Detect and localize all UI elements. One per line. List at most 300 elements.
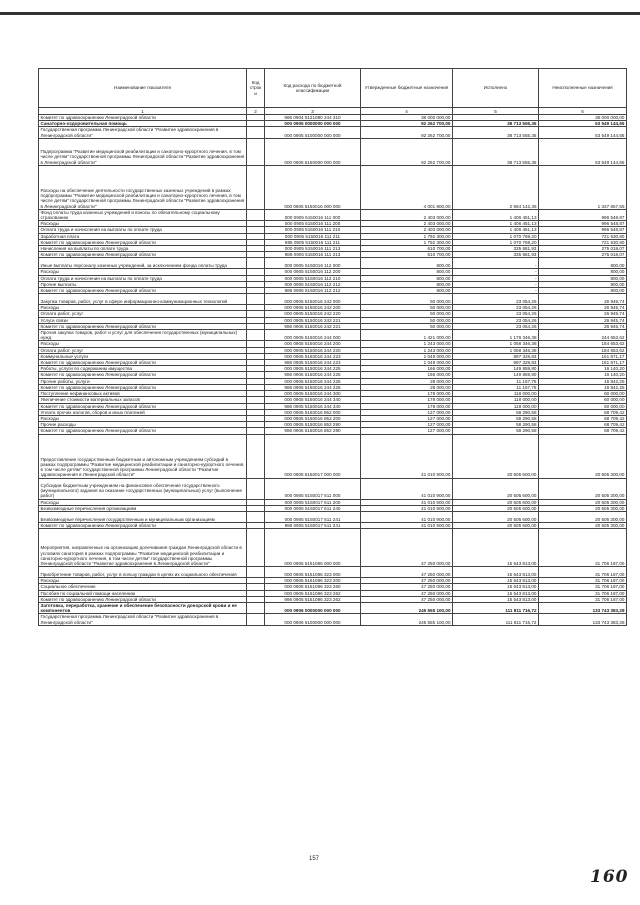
cell-executed: 118 000,00 [453,391,539,397]
cell-unexecuted: 31 706 187,00 [539,578,627,584]
cell-name: Комитет по здравоохранению Ленинградской области [39,428,247,434]
cell-unexecuted: 996 548,87 [539,227,627,233]
header-executed: Исполнено [453,69,539,108]
table-row [39,258,627,269]
cell-executed: 15 543 813,00 [453,596,539,602]
cell-classification: 000 0905 5150016 111 211 [265,233,361,239]
cell-executed: 1 406 451,13 [453,209,539,220]
cell-unexecuted: 800,00 [539,288,627,294]
cell-unexecuted: 68 709,42 [539,422,627,428]
cell-classification: 986 0904 5121080 244 310 [265,115,361,121]
cell-approved: 92 262 700,00 [361,121,453,127]
cell-unexecuted: 26 945,74 [539,305,627,311]
table-row [39,529,627,567]
header-row [39,69,627,108]
cell-executed: 58 290,58 [453,428,539,434]
cell-unexecuted: 31 706 187,00 [539,596,627,602]
table-row [39,602,627,613]
cell-unexecuted: 1 337 657,65 [539,165,627,209]
cell-approved: 41 010 900,00 [361,505,453,511]
cell-name: Комитет по здравоохранению Ленинградской области [39,372,247,378]
cell-code [247,209,265,220]
header-name: Наименование показателя [39,69,247,108]
table-row [39,511,627,522]
cell-code [247,614,265,625]
cell-classification: 986 0905 5150016 244 225 [265,372,361,378]
cell-classification: 000 0905 5100000 000 000 [265,127,361,138]
cell-unexecuted: 20 505 300,00 [539,478,627,499]
cell-approved: 47 250 000,00 [361,596,453,602]
cell-unexecuted: 60 000,00 [539,397,627,403]
cell-classification: 000 0905 5150016 244 220 [265,347,361,353]
cell-unexecuted: 800,00 [539,275,627,281]
cell-approved: 36 000 000,00 [361,115,453,121]
cell-classification: 000 0905 5150016 111 000 [265,209,361,220]
cell-name: Санаторно-оздоровительная помощь [39,121,247,127]
cell-executed: 23 054,26 [453,311,539,317]
cell-executed: 2 664 142,35 [453,165,539,209]
column-number: 4 [361,108,453,115]
column-number: 1 [39,108,247,115]
cell-name: Оплата труда и начисления на выплаты по оплате труда [39,227,247,233]
cell-approved: 50 000,00 [361,305,453,311]
cell-approved: 178 000,00 [361,403,453,409]
cell-approved: 1 049 000,00 [361,353,453,359]
cell-name: Комитет по здравоохранению Ленинградской области [39,596,247,602]
header-unexecuted: Неисполненные назначения [539,69,627,108]
cell-name: Субсидии бюджетным учреждениям на финансовое обеспечение государственного (муниципального) задания на оказание государственных (муниципальных) услуг (выполнение работ) [39,478,247,499]
cell-name: Поступление нефинансовых активов [39,391,247,397]
top-border-line [0,12,640,15]
cell-unexecuted: 60 000,00 [539,403,627,409]
cell-executed: 15 543 813,00 [453,590,539,596]
cell-executed: 23 054,26 [453,317,539,323]
cell-executed: 335 681,93 [453,252,539,258]
cell-approved: 800,00 [361,258,453,269]
cell-executed: 38 713 555,35 [453,127,539,138]
cell-unexecuted: 53 549 144,65 [539,121,627,127]
cell-unexecuted: 31 706 187,00 [539,567,627,578]
cell-approved: 800,00 [361,269,453,275]
report-table [38,68,627,626]
cell-executed: 118 000,00 [453,397,539,403]
cell-unexecuted: 275 018,07 [539,246,627,252]
header-code: Код строк и [247,69,265,108]
cell-classification: 000 0905 5150016 244 226 [265,378,361,384]
cell-approved: 166 000,00 [361,366,453,372]
cell-executed: 1 058 346,38 [453,347,539,353]
cell-unexecuted: 53 549 144,65 [539,138,627,165]
cell-executed: 20 505 600,00 [453,434,539,478]
header-class: Код расхода по бюджетной классификации [265,69,361,108]
cell-code [247,567,265,578]
cell-classification: 000 0905 5151086 323 262 [265,590,361,596]
page-number: 157 [309,856,320,862]
cell-code [247,330,265,341]
cell-approved: 127 000,00 [361,415,453,421]
cell-classification: 000 0905 5150000 000 000 [265,138,361,165]
cell-approved: 178 000,00 [361,391,453,397]
cell-name: Коммунальные услуги [39,353,247,359]
cell-approved: 4 001 800,00 [361,165,453,209]
cell-name: Увеличение стоимости материальных запасов [39,397,247,403]
cell-approved: 92 262 700,00 [361,127,453,138]
cell-classification: 000 0905 5150017 000 000 [265,434,361,478]
cell-code [247,434,265,478]
cell-classification: 000 0905 5151086 323 000 [265,567,361,578]
cell-name: Комитет по здравоохранению Ленинградской области [39,288,247,294]
cell-executed: - [453,258,539,269]
cell-name: Уплата прочих налогов, сборов и иных платежей [39,409,247,415]
cell-classification: 986 0905 5150016 244 340 [265,403,361,409]
cell-classification: 000 0905 5150016 852 290 [265,422,361,428]
cell-name: Приобретение товаров, работ, услуг в пользу граждан в целях их социального обеспечения [39,567,247,578]
cell-classification: 000 0905 5150016 244 340 [265,397,361,403]
cell-classification: 986 0905 5150016 852 290 [265,428,361,434]
cell-executed: 38 713 555,35 [453,138,539,165]
cell-approved: 1 243 000,00 [361,341,453,347]
cell-approved: 50 000,00 [361,311,453,317]
cell-executed: 20 505 600,00 [453,522,539,528]
cell-classification: 000 0905 5150016 242 000 [265,294,361,305]
cell-unexecuted: 31 706 187,00 [539,529,627,567]
cell-executed: 1 406 451,13 [453,221,539,227]
cell-executed: 149 859,80 [453,372,539,378]
cell-unexecuted: 800,00 [539,258,627,269]
cell-classification: 000 0905 5151086 000 000 [265,529,361,567]
cell-executed: 20 505 600,00 [453,478,539,499]
cell-classification: 986 0905 5150016 111 213 [265,252,361,258]
cell-unexecuted: 184 653,62 [539,347,627,353]
cell-approved: 47 250 000,00 [361,590,453,596]
cell-classification: 000 0906 0000000 000 000 [265,602,361,613]
cell-name: Оплата труда и начисления на выплаты по оплате труда [39,275,247,281]
cell-approved: 2 403 000,00 [361,227,453,233]
cell-classification: 000 0905 5150016 242 220 [265,311,361,317]
cell-name: Комитет по здравоохранению Ленинградской области [39,323,247,329]
cell-executed: 897 328,83 [453,353,539,359]
cell-code [247,478,265,499]
cell-executed: 1 406 451,13 [453,227,539,233]
cell-unexecuted: 16 140,20 [539,372,627,378]
cell-name: Мероприятия, направленные на организацию долечивания граждан Ленинградской области в условиях санатория в рамках подпрограммы "Развитие медицинской реабилитации и санаторно-курортного лечения, в том числе детям" государственной программы Ленинградской области "Развитие здравоохранения в Ленинградской области" [39,529,247,567]
cell-approved: 92 262 700,00 [361,138,453,165]
cell-executed: - [453,269,539,275]
cell-approved: 1 243 000,00 [361,347,453,353]
cell-executed: 20 505 600,00 [453,499,539,505]
table-row [39,330,627,341]
cell-approved: 610 700,00 [361,246,453,252]
cell-executed: 58 290,58 [453,415,539,421]
cell-executed: 23 054,26 [453,305,539,311]
cell-name: Прочие выплаты [39,281,247,287]
cell-executed: 20 505 600,00 [453,505,539,511]
cell-name: Фонд оплаты труда казенных учреждений и взносы по обязательному социальному страхованию [39,209,247,220]
cell-executed: 58 290,58 [453,409,539,415]
cell-name: Комитет по здравоохранению Ленинградской области [39,252,247,258]
cell-name: Расходы на обеспечение деятельности государственных казенных учреждений в рамках подпрограммы "Развитие медицинской реабилитации и санаторно-курортного лечения, в том числе детям" государственной программы Ленинградской области "Развитие здравоохранения в Ленинградской области" [39,165,247,209]
cell-unexecuted: 133 743 383,28 [539,614,627,625]
cell-unexecuted: 721 530,80 [539,239,627,245]
cell-approved: 47 250 000,00 [361,567,453,578]
cell-classification: 000 0905 5150016 852 000 [265,409,361,415]
cell-unexecuted: 53 549 144,65 [539,127,627,138]
table-row [39,138,627,165]
table-row [39,567,627,578]
cell-approved: 127 000,00 [361,422,453,428]
cell-approved: 178 000,00 [361,397,453,403]
cell-approved: 47 250 000,00 [361,584,453,590]
cell-classification: 000 0905 5150016 112 200 [265,269,361,275]
cell-name: Комитет по здравоохранению Ленинградской области [39,384,247,390]
cell-classification: 000 0905 5150016 000 000 [265,165,361,209]
cell-name: Подпрограмма "Развитие медицинской реабилитации и санаторно-курортного лечения, в том числе детям" государственной программы Ленинградской области "Развитие здравоохранения в Ленинградской области" [39,138,247,165]
cell-unexecuted: 68 709,42 [539,409,627,415]
cell-code [247,258,265,269]
cell-name: Расходы [39,341,247,347]
cell-unexecuted: 16 842,25 [539,378,627,384]
cell-executed: 1 176 346,38 [453,330,539,341]
cell-classification: 000 0905 5150016 111 210 [265,227,361,233]
cell-unexecuted: 20 505 300,00 [539,499,627,505]
cell-executed: 11 157,75 [453,384,539,390]
cell-name: Государственная программа Ленинградской области "Развитие здравоохранения в Ленинградской области" [39,614,247,625]
cell-unexecuted: 60 000,00 [539,391,627,397]
cell-name: Безвозмездные перечисления организациям [39,505,247,511]
cell-unexecuted: 68 709,42 [539,428,627,434]
cell-executed: 897 328,83 [453,360,539,366]
cell-unexecuted: 151 671,17 [539,353,627,359]
column-numbers-row [39,108,627,115]
cell-approved: 47 250 000,00 [361,529,453,567]
cell-executed: 1 070 769,20 [453,233,539,239]
cell-classification: 000 0905 5150016 852 200 [265,415,361,421]
column-number: 3 [265,108,361,115]
cell-approved: 166 000,00 [361,372,453,378]
cell-executed: 111 811 716,72 [453,614,539,625]
cell-approved: 1 421 000,00 [361,330,453,341]
cell-unexecuted: 996 548,87 [539,209,627,220]
cell-name: Расходы [39,221,247,227]
cell-unexecuted: 184 653,62 [539,341,627,347]
cell-approved: 41 010 900,00 [361,522,453,528]
cell-executed: 335 681,93 [453,246,539,252]
cell-unexecuted: 800,00 [539,281,627,287]
cell-classification: 986 0905 5150016 242 221 [265,323,361,329]
table-body [39,115,627,626]
cell-approved: 2 403 000,00 [361,221,453,227]
table-row [39,434,627,478]
cell-classification: 000 0905 5150016 112 000 [265,258,361,269]
cell-classification: 000 0905 5150017 611 200 [265,499,361,505]
cell-executed: - [453,288,539,294]
cell-executed: - [453,281,539,287]
cell-executed: 1 058 346,38 [453,341,539,347]
cell-classification: 000 0905 5150016 244 225 [265,366,361,372]
cell-executed: 1 070 769,20 [453,239,539,245]
cell-unexecuted: 16 140,20 [539,366,627,372]
cell-name: Иные выплаты персоналу казенных учреждений, за исключением фонда оплаты труда [39,258,247,269]
header-approved: Утвержденные бюджетные назначения [361,69,453,108]
cell-executed: 15 543 813,00 [453,529,539,567]
cell-approved: 41 010 900,00 [361,511,453,522]
cell-unexecuted: 26 945,74 [539,294,627,305]
cell-executed: 11 157,75 [453,378,539,384]
cell-approved: 50 000,00 [361,317,453,323]
cell-name: Пособия по социальной помощи населению [39,590,247,596]
cell-classification: 986 0905 5151086 323 262 [265,596,361,602]
cell-classification: 986 0905 5150017 611 241 [265,522,361,528]
cell-approved: 127 000,00 [361,428,453,434]
cell-executed: 15 543 813,00 [453,584,539,590]
cell-name: Прочие расходы [39,422,247,428]
cell-unexecuted: 36 000 000,00 [539,115,627,121]
cell-code [247,165,265,209]
cell-code [247,294,265,305]
handwritten-page-stamp: 160 [590,867,629,887]
cell-classification: 000 0905 5150017 611 240 [265,505,361,511]
cell-executed: - [453,275,539,281]
cell-code [247,127,265,138]
cell-name: Комитет по здравоохранению Ленинградской области [39,239,247,245]
cell-unexecuted: 800,00 [539,269,627,275]
cell-classification: 000 0905 5151086 323 260 [265,584,361,590]
cell-approved: 800,00 [361,281,453,287]
table-row [39,209,627,220]
cell-name: Оплата работ, услуг [39,347,247,353]
cell-name: Комитет по здравоохранению Ленинградской области [39,360,247,366]
cell-name: Прочие работы, услуги [39,378,247,384]
cell-approved: 245 555 100,00 [361,602,453,613]
cell-executed: 38 713 555,35 [453,121,539,127]
cell-approved: 2 403 000,00 [361,209,453,220]
cell-executed: 58 290,58 [453,422,539,428]
cell-executed: 20 505 600,00 [453,511,539,522]
cell-name: Расходы [39,499,247,505]
cell-approved: 127 000,00 [361,409,453,415]
table-row [39,127,627,138]
table-row [39,165,627,209]
cell-executed: 111 811 716,72 [453,602,539,613]
cell-approved: 50 000,00 [361,294,453,305]
cell-classification: 000 0905 5150016 111 200 [265,221,361,227]
cell-unexecuted: 68 709,42 [539,415,627,421]
cell-unexecuted: 996 548,87 [539,221,627,227]
table-row [39,294,627,305]
cell-approved: 610 700,00 [361,252,453,258]
cell-name: Комитет по здравоохранению Ленинградской области [39,403,247,409]
cell-unexecuted: 31 706 187,00 [539,590,627,596]
cell-unexecuted: 26 945,74 [539,323,627,329]
cell-unexecuted: 721 530,80 [539,233,627,239]
cell-classification: 000 0905 5150016 244 300 [265,391,361,397]
cell-name: Социальное обеспечение [39,584,247,590]
column-number: 5 [453,108,539,115]
cell-code [247,529,265,567]
cell-name: Заготовка, переработка, хранение и обеспечение безопасности донорской крови и ее компонентов [39,602,247,613]
cell-approved: 50 000,00 [361,323,453,329]
cell-classification: 000 0905 5150016 112 212 [265,281,361,287]
cell-unexecuted: 133 743 383,28 [539,602,627,613]
cell-unexecuted: 20 505 300,00 [539,434,627,478]
cell-name: Оплата работ, услуг [39,311,247,317]
cell-classification: 986 0905 5150016 112 212 [265,288,361,294]
cell-name: Безвозмездные перечисления государственным и муниципальным организациям [39,511,247,522]
cell-classification: 000 0905 5150017 611 241 [265,511,361,522]
cell-classification: 000 0905 5150016 242 200 [265,305,361,311]
cell-classification: 000 0905 5151086 323 200 [265,578,361,584]
cell-unexecuted: 16 842,25 [539,384,627,390]
column-number: 6 [539,108,627,115]
cell-approved: 41 010 900,00 [361,478,453,499]
cell-classification: 986 0905 5150016 111 211 [265,239,361,245]
cell-classification: 986 0905 5150016 244 226 [265,384,361,390]
cell-name: Начисления на выплаты по оплате труда [39,246,247,252]
cell-approved: 28 000,00 [361,378,453,384]
cell-classification: 986 0905 5150016 244 223 [265,360,361,366]
cell-name: Комитет по здравоохранению Ленинградской области [39,115,247,121]
table-row [39,614,627,625]
cell-classification: 000 0905 5150017 611 000 [265,478,361,499]
cell-approved: 800,00 [361,288,453,294]
cell-unexecuted: 20 505 300,00 [539,511,627,522]
cell-classification: 000 0905 5150016 242 221 [265,317,361,323]
cell-classification: 000 0906 5100000 000 000 [265,614,361,625]
cell-unexecuted: 244 653,62 [539,330,627,341]
cell-classification: 000 0905 0000000 000 000 [265,121,361,127]
cell-unexecuted: 151 671,17 [539,360,627,366]
cell-unexecuted: 31 706 187,00 [539,584,627,590]
cell-approved: 41 010 900,00 [361,499,453,505]
cell-name: Предоставление государственным бюджетным и автономным учреждениям субсидий в рамках подпрограммы "Развитие медицинской реабилитации и санаторно-курортного лечения, в том числе детям" государственной программы Ленинградской области "Развитие здравоохранения в Ленинградской области" [39,434,247,478]
cell-approved: 245 555 100,00 [361,614,453,625]
cell-name: Расходы [39,305,247,311]
cell-approved: 47 250 000,00 [361,578,453,584]
cell-executed: 15 543 813,00 [453,567,539,578]
cell-executed: 23 054,26 [453,294,539,305]
cell-name: Заработная плата [39,233,247,239]
cell-unexecuted: 26 945,74 [539,317,627,323]
cell-name: Прочая закупка товаров, работ и услуг для обеспечения государственных (муниципальных) нужд [39,330,247,341]
cell-approved: 1 049 000,00 [361,360,453,366]
cell-approved: 800,00 [361,275,453,281]
table-row [39,478,627,499]
cell-executed: 118 000,00 [453,403,539,409]
cell-name: Комитет по здравоохранению Ленинградской области [39,522,247,528]
cell-name: Государственная программа Ленинградской области "Развитие здравоохранения в Ленинградской области" [39,127,247,138]
cell-unexecuted: 20 505 300,00 [539,522,627,528]
cell-name: Расходы [39,578,247,584]
cell-classification: 000 0905 5150016 244 200 [265,341,361,347]
column-number: 2 [247,108,265,115]
cell-name: Закупка товаров, работ, услуг в сфере информационно-коммуникационных технологий [39,294,247,305]
cell-unexecuted: 26 945,74 [539,311,627,317]
cell-classification: 000 0905 5150016 112 210 [265,275,361,281]
cell-name: Расходы [39,415,247,421]
cell-code [247,138,265,165]
cell-name: Расходы [39,269,247,275]
cell-approved: 1 792 300,00 [361,233,453,239]
cell-classification: 000 0905 5150016 244 223 [265,353,361,359]
cell-approved: 41 010 900,00 [361,434,453,478]
cell-code [247,602,265,613]
cell-executed: 23 054,26 [453,323,539,329]
cell-approved: 28 000,00 [361,384,453,390]
cell-executed: 149 859,80 [453,366,539,372]
cell-code [247,511,265,522]
cell-approved: 1 792 300,00 [361,239,453,245]
cell-executed: 15 543 813,00 [453,578,539,584]
